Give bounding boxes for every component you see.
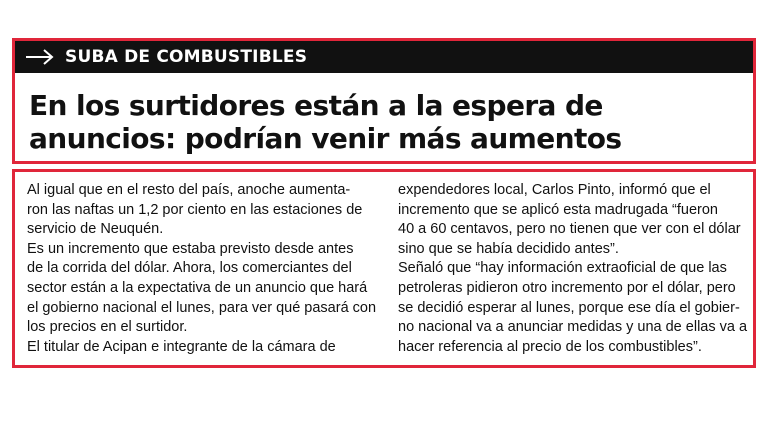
headline-line: En los surtidores están a la espera de xyxy=(29,89,603,122)
text-line: el gobierno nacional el lunes, para ver qué pasará con xyxy=(27,299,377,316)
article-column-right xyxy=(398,181,748,357)
text-line: incremento que se aplicó esta madrugada “fueron xyxy=(398,201,718,218)
text-line: ron las naftas un 1,2 por ciento en las estaciones de xyxy=(27,201,363,218)
headline-box xyxy=(12,38,756,164)
headline xyxy=(29,89,749,155)
text-line: no nacional va a anunciar medidas y una de ellas va a xyxy=(398,319,748,336)
text-line: sector están a la expectativa de un anuncio que hará xyxy=(27,279,368,296)
text-line: se decidió esperar al lunes, porque ese día el gobier- xyxy=(398,299,740,316)
article-column-left xyxy=(27,181,377,357)
article-body-box xyxy=(12,169,756,368)
text-line: Al igual que en el resto del país, anoche aumenta- xyxy=(27,182,351,198)
text-line: Señaló que “hay información extraoficial de que las xyxy=(398,260,727,277)
section-label: SUBA DE COMBUSTIBLES xyxy=(65,47,308,67)
section-bar xyxy=(15,41,753,73)
text-line: El titular de Acipan e integrante de la cámara de xyxy=(27,338,336,355)
text-line: servicio de Neuquén. xyxy=(27,221,164,238)
text-line: hacer referencia al precio de los combustibles”. xyxy=(398,338,702,355)
text-line: 40 a 60 centavos, pero no tienen que ver con el dólar xyxy=(398,221,741,238)
headline-line: anuncios: podrían venir más aumentos xyxy=(29,122,622,155)
text-line: Es un incremento que estaba previsto desde antes xyxy=(27,240,354,257)
text-line: los precios en el surtidor. xyxy=(27,319,188,336)
arrow-right-icon xyxy=(25,48,55,66)
text-line: expendedores local, Carlos Pinto, informó que el xyxy=(398,182,711,198)
text-line: de la corrida del dólar. Ahora, los comerciantes del xyxy=(27,260,352,277)
text-line: petroleras pidieron otro incremento por el dólar, pero xyxy=(398,279,736,296)
text-line: sino que se había decidido antes”. xyxy=(398,240,619,257)
